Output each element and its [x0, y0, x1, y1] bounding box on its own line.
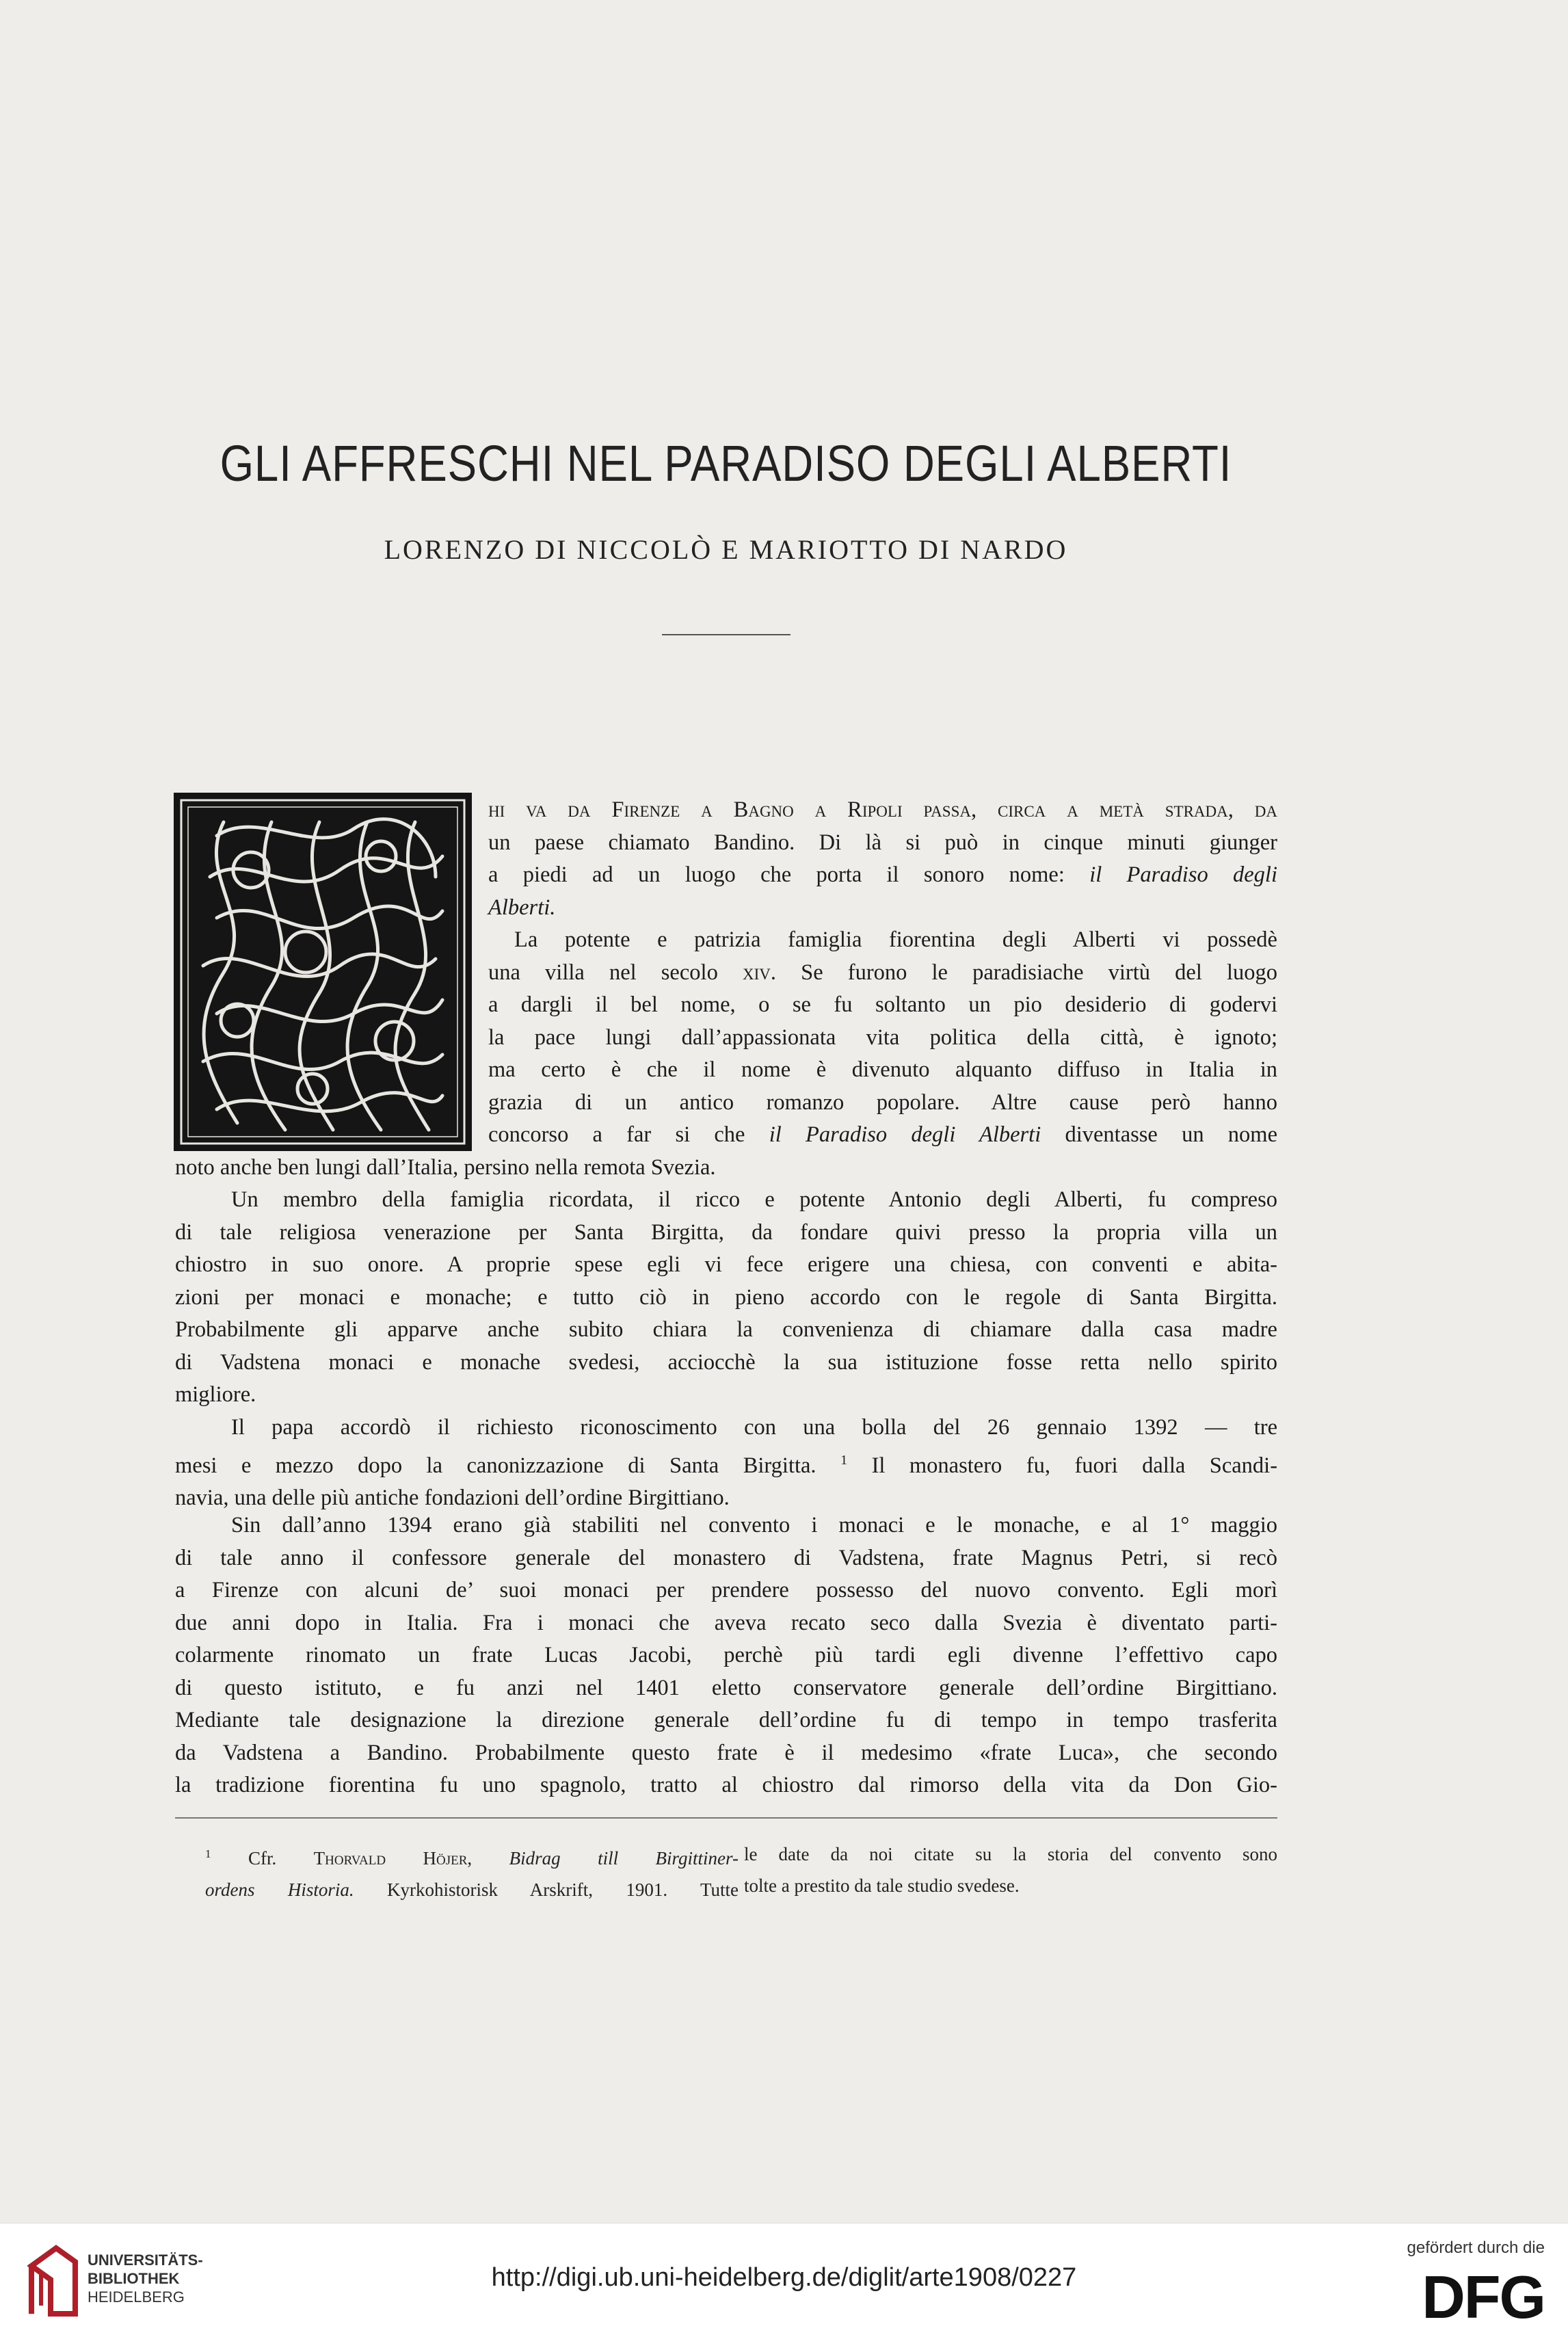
text-line: hi va da Firenze a Bagno a Ripoli passa, circa a metà strada, da: [488, 797, 1277, 822]
footnote-divider: [175, 1817, 1277, 1819]
text-line: zioni per monaci e monache; e tutto ciò in pieno accordo con le regole di Santa Birgitta.: [175, 1284, 1277, 1310]
paragraph-2: [175, 924, 1277, 1184]
text-line: Mediante tale designazione la direzione generale dell’ordine fu di tempo in tempo trasferita: [175, 1708, 1277, 1732]
footnote-left-column: [205, 1838, 739, 1905]
text-line: mesi e mezzo dopo la canonizzazione di Santa Birgitta. $^1$ Il monastero fu, fuori dalla Scandi-: [175, 1452, 1278, 1478]
text-line: Il papa accordò il richiesto riconoscimento con una bolla del 26 gennaio 1392 — tre: [231, 1415, 1277, 1440]
footnote-line: le date da noi citate su la storia del convento sono: [744, 1844, 1277, 1864]
text-line: La potente e patrizia famiglia fiorentina degli Alberti vi possedè: [514, 927, 1277, 952]
text-line: noto anche ben lungi dall’Italia, persino nella remota Svezia.: [175, 1154, 716, 1180]
paragraph-1: [175, 794, 1277, 924]
text-line: Sin dall’anno 1394 erano già stabiliti nel convento i monaci e le monache, e al 1° maggio: [231, 1513, 1277, 1537]
paragraph-4: [175, 1412, 1277, 1514]
text-line: di tale anno il confessore generale del monastero di Vadstena, frate Magnus Petri, si recò: [175, 1545, 1277, 1570]
text-line: una villa nel secolo xiv. Se furono le paradisiache virtù del luogo: [488, 960, 1278, 985]
text-line: di questo istituto, e fu anzi nel 1401 eletto conservatore generale dell’ordine Birgittiano.: [175, 1675, 1277, 1700]
dfg-logo[interactable]: DFG: [1422, 2263, 1545, 2331]
text-line: di Vadstena monaci e monache svedesi, acciocchè la sua istituzione fosse retta nello spirito: [175, 1349, 1277, 1375]
text-line: a piedi ad un luogo che porta il sonoro nome: il Paradiso degli: [488, 862, 1277, 887]
digitization-footer: [0, 2223, 1568, 2337]
text-line: Un membro della famiglia ricordata, il ricco e potente Antonio degli Alberti, fu compreso: [231, 1187, 1277, 1212]
text-line: migliore.: [175, 1382, 256, 1407]
library-name[interactable]: UNIVERSITÄTS- BIBLIOTHEK HEIDELBERG: [88, 2252, 203, 2306]
text-line: di tale religiosa venerazione per Santa Birgitta, da fondare quivi presso la propria villa un: [175, 1219, 1277, 1245]
text-line: chiostro in suo onore. A proprie spese egli vi fece erigere una chiesa, con conventi e abita-: [175, 1252, 1277, 1277]
text-line: grazia di un antico romanzo popolare. Altre cause però hanno: [488, 1090, 1277, 1115]
text-line: da Vadstena a Bandino. Probabilmente questo frate è il medesimo «frate Luca», che secondo: [175, 1740, 1277, 1765]
funding-note: gefördert durch die: [1407, 2239, 1545, 2257]
text-line: navia, una delle più antiche fondazioni dell’ordine Birgittiano.: [175, 1485, 730, 1510]
text-line: Probabilmente gli apparve anche subito chiara la convenienza di chiamare dalla casa madre: [175, 1317, 1277, 1342]
text-line: Alberti.: [488, 895, 556, 920]
text-line: ma certo è che il nome è divenuto alquanto diffuso in Italia in: [488, 1057, 1277, 1082]
article-subtitle: LORENZO DI NICCOLÒ E MARIOTTO DI NARDO: [384, 534, 1068, 565]
paragraph-5: [175, 1509, 1277, 1802]
paragraph-3: [175, 1184, 1277, 1412]
text-line: la pace lungi dall’appassionata vita politica della città, è ignoto;: [488, 1025, 1277, 1050]
footnote-ref: 1: [840, 1452, 848, 1468]
text-line: concorso a far si che il Paradiso degli Alberti diventasse un nome: [488, 1122, 1277, 1147]
title-divider: [662, 634, 790, 635]
footnote-right-column: [744, 1838, 1277, 1901]
text-line: a dargli il bel nome, o se fu soltanto un pio desiderio di godervi: [488, 992, 1277, 1017]
permalink-url[interactable]: http://digi.ub.uni-heidelberg.de/diglit/arte1908/0227: [491, 2263, 1077, 2292]
footnote-line: tolte a prestito da tale studio svedese.: [744, 1875, 1020, 1896]
text-line: un paese chiamato Bandino. Di là si può in cinque minuti giunger: [488, 830, 1277, 855]
text-line: colarmente rinomato un frate Lucas Jacobi, perchè più tardi egli divenne l’effettivo capo: [175, 1643, 1277, 1667]
footnote-line: $^1$ Cfr. Thorvald Höjer, Bidrag till Birgittiner-: [205, 1847, 739, 1869]
article-title: GLI AFFRESCHI NEL PARADISO DEGLI ALBERTI: [220, 435, 1232, 492]
footnote-line: ordens Historia. Kyrkohistorisk Arskrift, 1901. Tutte: [205, 1879, 739, 1900]
text-line: la tradizione fiorentina fu uno spagnolo, tratto al chiostro dal rimorso della vita da Don Gio-: [175, 1773, 1277, 1797]
text-line: a Firenze con alcuni de’ suoi monaci per prendere possesso del nuovo convento. Egli morì: [175, 1578, 1277, 1602]
text-line: due anni dopo in Italia. Fra i monaci che aveva recato seco dalla Svezia è diventato parti-: [175, 1610, 1277, 1635]
